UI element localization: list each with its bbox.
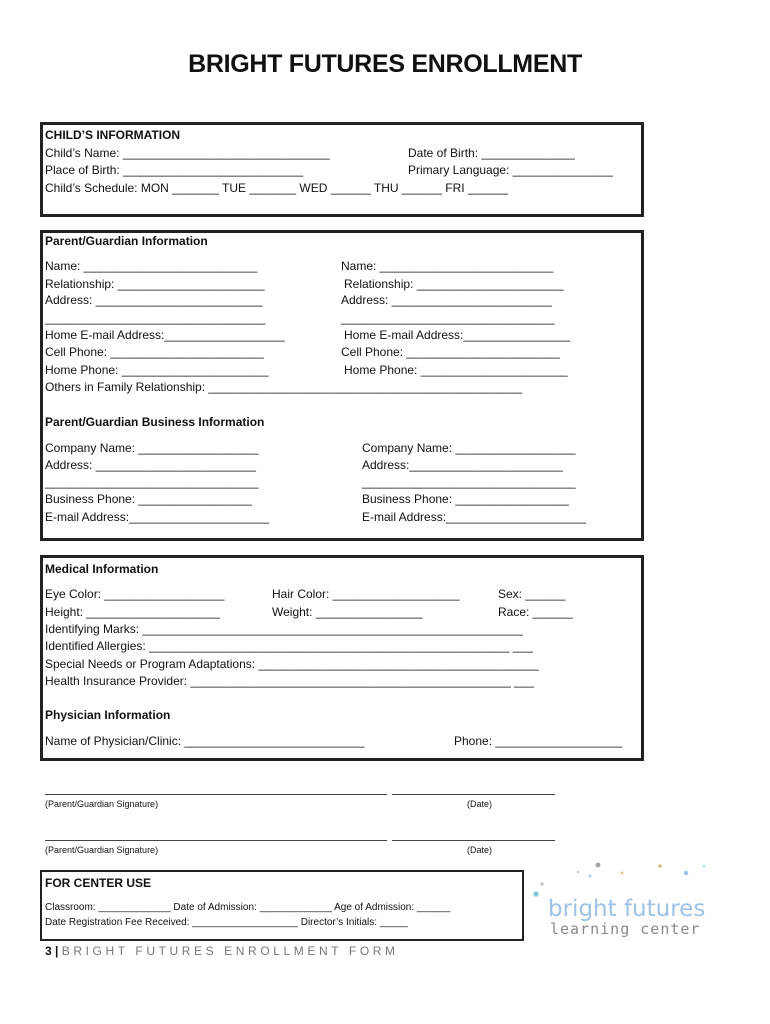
business1-email-field[interactable]: E-mail Address:_____________________ [45,510,270,524]
allergies-field[interactable]: Identified Allergies: ______________________________________________________ ___ [45,639,533,653]
business1-company-field[interactable]: Company Name: __________________ [45,441,259,455]
parent1-cell-field[interactable]: Cell Phone: _______________________ [45,345,264,359]
signature2-label: (Parent/Guardian Signature) [45,845,159,855]
center-use-heading: FOR CENTER USE [45,876,152,890]
insurance-field[interactable]: Health Insurance Provider: ________________________________________________ ___ [45,674,535,688]
eye-color-field[interactable]: Eye Color: __________________ [45,587,225,601]
page-title: BRIGHT FUTURES ENROLLMENT [188,50,582,78]
sex-field[interactable]: Sex: ______ [498,587,566,601]
identifying-marks-field[interactable]: Identifying Marks: _________________________________________________________ [45,622,523,636]
parent2-email-field[interactable]: Home E-mail Address:________________ [344,328,571,342]
weight-field[interactable]: Weight: ________________ [272,605,423,619]
parent2-name-field[interactable]: Name: __________________________ [341,259,554,273]
child-info-heading: CHILD’S INFORMATION [45,128,181,142]
parent1-address-field[interactable]: Address: _________________________ [45,293,263,307]
child-schedule-field[interactable]: Child’s Schedule: MON _______ TUE _______ WED ______ THU ______ FRI ______ [45,181,508,195]
page-number: 3 [45,944,52,958]
footer-separator: | [55,944,59,958]
center-use-line1[interactable]: Classroom: _____________ Date of Admission: _____________ Age of Admission: ______ [45,902,451,913]
signature1-label: (Parent/Guardian Signature) [45,799,159,809]
sparkle-dots [533,863,705,897]
business2-address-field[interactable]: Address:_______________________ [362,458,563,472]
medical-info-heading: Medical Information [45,562,159,576]
signature1-line[interactable] [45,794,387,795]
business1-address-cont-field[interactable]: ________________________________ [45,475,259,489]
parent1-name-field[interactable]: Name: __________________________ [45,259,258,273]
center-use-line2[interactable]: Date Registration Fee Received: ___________________ Director’s Initials: _____ [45,917,408,928]
parent2-address-field[interactable]: Address: ________________________ [341,293,552,307]
parent2-relationship-field[interactable]: Relationship: ______________________ [344,277,564,291]
business-info-heading: Parent/Guardian Business Information [45,415,265,429]
physician-phone-field[interactable]: Phone: ___________________ [454,734,623,748]
business2-company-field[interactable]: Company Name: __________________ [362,441,576,455]
business2-phone-field[interactable]: Business Phone: _________________ [362,492,569,506]
bright-futures-logo [532,862,732,942]
height-field[interactable]: Height: ____________________ [45,605,220,619]
logo-sub-text: learning center [550,920,701,938]
parent-info-heading: Parent/Guardian Information [45,234,208,248]
date2-line[interactable] [392,840,555,841]
logo-main-text: bright futures [548,896,706,922]
business2-email-field[interactable]: E-mail Address:_____________________ [362,510,587,524]
parent1-home-phone-field[interactable]: Home Phone: ______________________ [45,363,269,377]
business2-address-cont-field[interactable]: ________________________________ [362,475,576,489]
parent2-home-phone-field[interactable]: Home Phone: ______________________ [344,363,568,377]
hair-color-field[interactable]: Hair Color: ___________________ [272,587,460,601]
parent2-address-cont-field[interactable]: ________________________________ [341,311,555,325]
footer-text: BRIGHT FUTURES ENROLLMENT FORM [61,944,399,958]
family-relationship-field[interactable]: Others in Family Relationship: _______________________________________________ [45,380,523,394]
parent1-address-cont-field[interactable]: _________________________________ [45,311,266,325]
date2-label: (Date) [467,845,493,855]
child-language-field[interactable]: Primary Language: _______________ [408,163,613,177]
business1-phone-field[interactable]: Business Phone: _________________ [45,492,252,506]
child-dob-field[interactable]: Date of Birth: ______________ [408,146,575,160]
race-field[interactable]: Race: ______ [498,605,573,619]
parent2-cell-field[interactable]: Cell Phone: _______________________ [341,345,560,359]
page-footer [45,944,399,958]
parent1-email-field[interactable]: Home E-mail Address:__________________ [45,328,285,342]
date1-label: (Date) [467,799,493,809]
signature2-line[interactable] [45,840,387,841]
parent1-relationship-field[interactable]: Relationship: ______________________ [45,277,265,291]
date1-line[interactable] [392,794,555,795]
child-name-field[interactable]: Child’s Name: _______________________________ [45,146,330,160]
physician-heading: Physician Information [45,708,171,722]
child-birthplace-field[interactable]: Place of Birth: ___________________________ [45,163,304,177]
special-needs-field[interactable]: Special Needs or Program Adaptations: __________________________________________ [45,657,539,671]
physician-name-field[interactable]: Name of Physician/Clinic: ___________________________ [45,734,365,748]
business1-address-field[interactable]: Address: ________________________ [45,458,256,472]
